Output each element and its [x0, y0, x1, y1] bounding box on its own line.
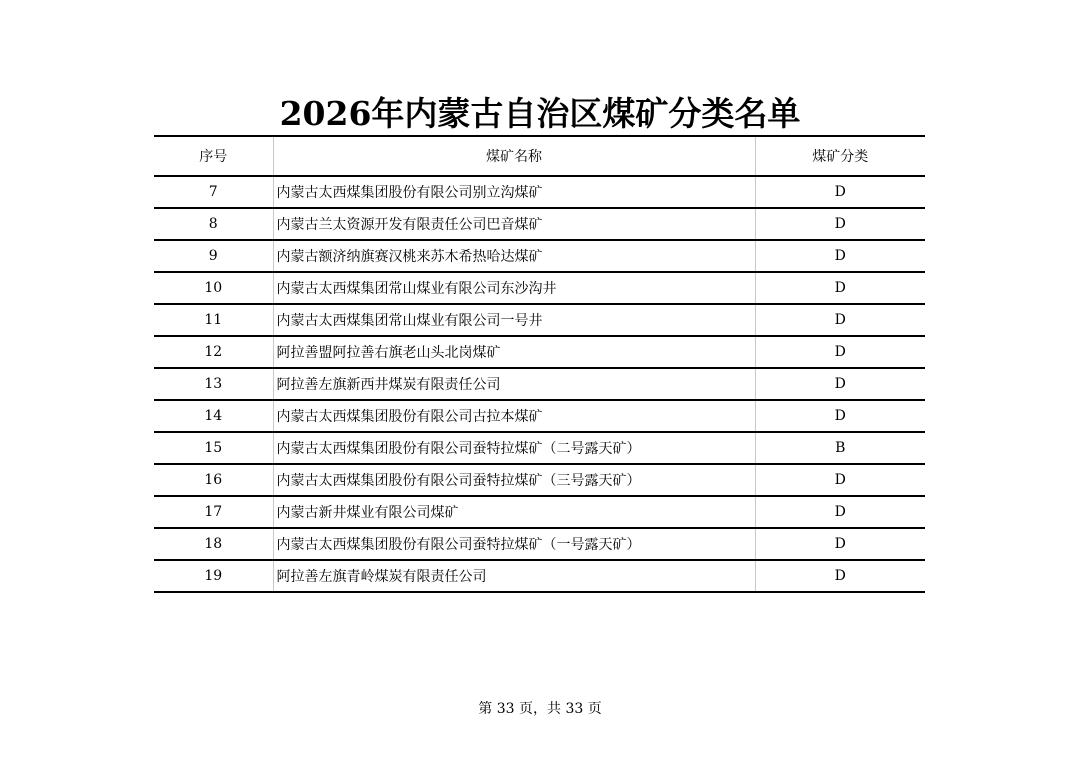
table-row: [154, 208, 925, 240]
row-mine-classification: D: [755, 208, 925, 240]
row-serial-number: 18: [154, 528, 273, 560]
table-row: [154, 240, 925, 272]
row-serial-number: 8: [154, 208, 273, 240]
row-serial-number: 13: [154, 368, 273, 400]
coal-mine-table: [154, 135, 925, 593]
row-mine-classification: D: [755, 496, 925, 528]
row-mine-name: 内蒙古兰太资源开发有限责任公司巴音煤矿: [273, 208, 755, 240]
row-mine-classification: D: [755, 528, 925, 560]
row-mine-classification: D: [755, 368, 925, 400]
row-mine-classification: D: [755, 240, 925, 272]
row-mine-name: 阿拉善左旗青岭煤炭有限责任公司: [273, 560, 755, 592]
row-serial-number: 16: [154, 464, 273, 496]
header-serial-number: 序号: [154, 136, 273, 176]
row-mine-classification: D: [755, 336, 925, 368]
document-title: 2026年内蒙古自治区煤矿分类名单: [279, 94, 801, 133]
row-mine-name: 内蒙古太西煤集团常山煤业有限公司东沙沟井: [273, 272, 755, 304]
page-number-footer: 第 33 页，共 33 页: [478, 701, 602, 717]
row-serial-number: 17: [154, 496, 273, 528]
row-serial-number: 12: [154, 336, 273, 368]
row-mine-classification: B: [755, 432, 925, 464]
row-serial-number: 9: [154, 240, 273, 272]
row-mine-classification: D: [755, 560, 925, 592]
row-mine-classification: D: [755, 272, 925, 304]
row-mine-name: 内蒙古额济纳旗赛汉桃来苏木希热哈达煤矿: [273, 240, 755, 272]
table-row: [154, 176, 925, 208]
table-row: [154, 400, 925, 432]
row-mine-classification: D: [755, 176, 925, 208]
table-row: [154, 336, 925, 368]
row-mine-name: 内蒙古新井煤业有限公司煤矿: [273, 496, 755, 528]
table-row: [154, 272, 925, 304]
row-mine-classification: D: [755, 400, 925, 432]
table-row: [154, 432, 925, 464]
row-serial-number: 19: [154, 560, 273, 592]
table-row: [154, 528, 925, 560]
table-row: [154, 560, 925, 592]
header-mine-name: 煤矿名称: [273, 136, 755, 176]
table-row: [154, 496, 925, 528]
row-serial-number: 14: [154, 400, 273, 432]
row-serial-number: 10: [154, 272, 273, 304]
row-mine-name: 阿拉善盟阿拉善右旗老山头北岗煤矿: [273, 336, 755, 368]
row-mine-name: 内蒙古太西煤集团常山煤业有限公司一号井: [273, 304, 755, 336]
row-mine-name: 内蒙古太西煤集团股份有限公司蚕特拉煤矿（二号露天矿）: [273, 432, 755, 464]
row-mine-name: 内蒙古太西煤集团股份有限公司蚕特拉煤矿（一号露天矿）: [273, 528, 755, 560]
header-mine-classification: 煤矿分类: [755, 136, 925, 176]
row-serial-number: 11: [154, 304, 273, 336]
table-row: [154, 368, 925, 400]
row-mine-name: 内蒙古太西煤集团股份有限公司古拉本煤矿: [273, 400, 755, 432]
row-mine-classification: D: [755, 464, 925, 496]
row-serial-number: 7: [154, 176, 273, 208]
row-mine-name: 阿拉善左旗新西井煤炭有限责任公司: [273, 368, 755, 400]
row-serial-number: 15: [154, 432, 273, 464]
row-mine-name: 内蒙古太西煤集团股份有限公司蚕特拉煤矿（三号露天矿）: [273, 464, 755, 496]
row-mine-classification: D: [755, 304, 925, 336]
table-header-row: [154, 136, 925, 176]
row-mine-name: 内蒙古太西煤集团股份有限公司别立沟煤矿: [273, 176, 755, 208]
table-row: [154, 304, 925, 336]
table-row: [154, 464, 925, 496]
